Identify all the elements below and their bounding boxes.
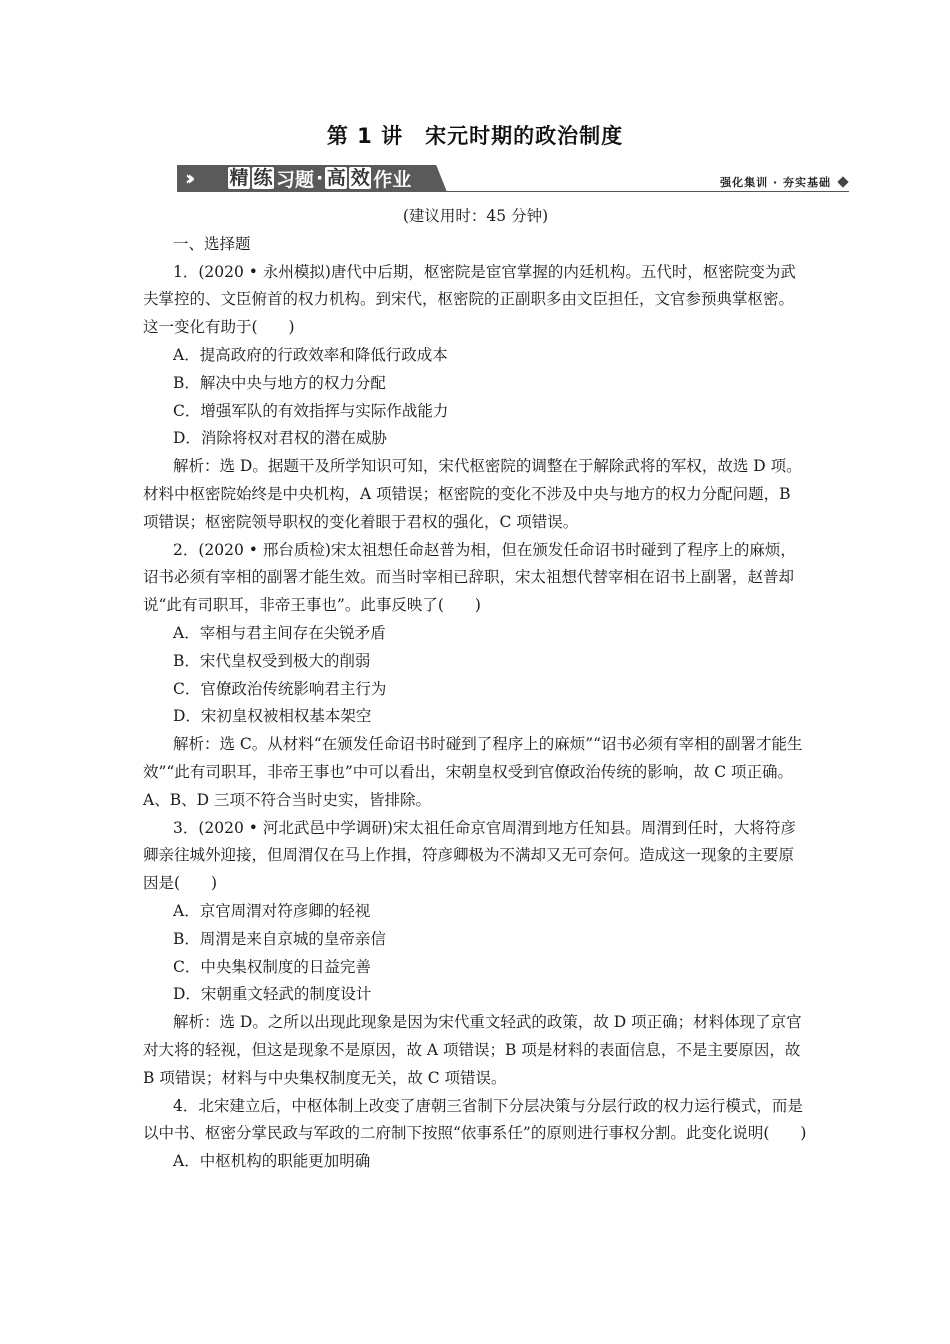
section-banner: [177, 163, 849, 195]
page-title: 第 1 讲 宋元时期的政治制度: [326, 124, 624, 148]
banner-char: 习题: [276, 168, 315, 191]
banner-char: 精: [229, 167, 249, 189]
question-option: C．中央集权制度的日益完善: [173, 957, 371, 976]
banner-char: ·: [316, 167, 324, 189]
banner-right-text: 强化集训 · 夯实基础: [720, 176, 831, 189]
chevron-right-icon: ››: [185, 166, 190, 190]
banner-char: 练: [253, 167, 273, 189]
question-option: C．增强军队的有效指挥与实际作战能力: [173, 401, 449, 420]
question-option: A．京官周渭对符彦卿的轻视: [173, 901, 371, 920]
question-analysis: 解析：选 D。之所以出现此现象是因为宋代重文轻武的政策，故 D 项正确；材料体现了京官对大将的轻视，但这是现象不是原因，故 A 项错误；B 项是材料的表面信息，不是主要原因，故 B 项错误；材料与中央集权制度无关，故 C 项错误。: [143, 1013, 802, 1087]
question-option: D．宋朝重文轻武的制度设计: [173, 985, 372, 1004]
question-option: A．中枢机构的职能更加明确: [173, 1152, 371, 1171]
question-analysis: 解析：选 D。据题干及所学知识可知，宋代枢密院的调整在于解除武将的军权，故选 D 项。材料中枢密院始终是中央机构，A 项错误；枢密院的变化不涉及中央与地方的权力分配问题，B 项错误；枢密院领导职权的变化着眼于君权的强化，C 项错误。: [143, 457, 802, 531]
section-heading: 一、选择题: [173, 234, 251, 253]
question-stem: 2．(2020 • 邢台质检)宋太祖想任命赵普为相，但在颁发任命诏书时碰到了程序上的麻烦，诏书必须有宰相的副署才能生效。而当时宰相已辞职，宋太祖想代替宰相在诏书上副署，赵普却说“此有司职耳，非帝王事也”。此事反映了( ): [143, 540, 796, 615]
question-option: A．宰相与君主间存在尖锐矛盾: [173, 623, 386, 642]
question-option: D．消除将权对君权的潜在威胁: [173, 429, 387, 448]
question-option: B．周渭是来自京城的皇帝亲信: [173, 929, 386, 948]
banner-divider: [445, 191, 849, 192]
content: [143, 203, 808, 1176]
question-option: C．官僚政治传统影响君主行为: [173, 679, 387, 698]
question-stem: 4．北宋建立后，中枢体制上改变了唐朝三省制下分层决策与分层行政的权力运行模式，而是以中书、枢密分掌民政与军政的二府制下按照“依事系任”的原则进行事权分割。此变化说明( ): [143, 1096, 807, 1143]
question-analysis: 解析：选 C。从材料“在颁发任命诏书时碰到了程序上的麻烦”“诏书必须有宰相的副署才能生效”“此有司职耳，非帝王事也”中可以看出，宋朝皇权受到官僚政治传统的影响，故 C 项正确。A、B、D 三项不符合当时史实，皆排除。: [143, 735, 803, 809]
question-option: A．提高政府的行政效率和降低行政成本: [173, 345, 448, 364]
diamond-icon: [837, 176, 848, 187]
question-option: D．宋初皇权被相权基本架空: [173, 707, 372, 726]
question-stem: 3．(2020 • 河北武邑中学调研)宋太祖任命京官周渭到地方任知县。周渭到任时，大将符彦卿亲往城外迎接，但周渭仅在马上作揖，符彦卿极为不满却又无可奈何。造成这一现象的主要原因是( ): [143, 818, 796, 893]
banner-char: 高: [326, 167, 346, 189]
banner-label: [227, 166, 412, 190]
time-note: (建议用时：45 分钟): [402, 207, 549, 225]
banner-char: 作业: [373, 168, 412, 191]
question-option: B．解决中央与地方的权力分配: [173, 373, 386, 392]
question-stem: 1．(2020 • 永州模拟)唐代中后期，枢密院是宦官掌握的内廷机构。五代时，枢密院变为武夫掌控的、文臣俯首的权力机构。到宋代，枢密院的正副职多由文臣担任，文官参预典掌枢密。这一变化有助于( ): [143, 262, 796, 337]
banner-char: 效: [350, 167, 370, 189]
question-option: B．宋代皇权受到极大的削弱: [173, 651, 371, 670]
